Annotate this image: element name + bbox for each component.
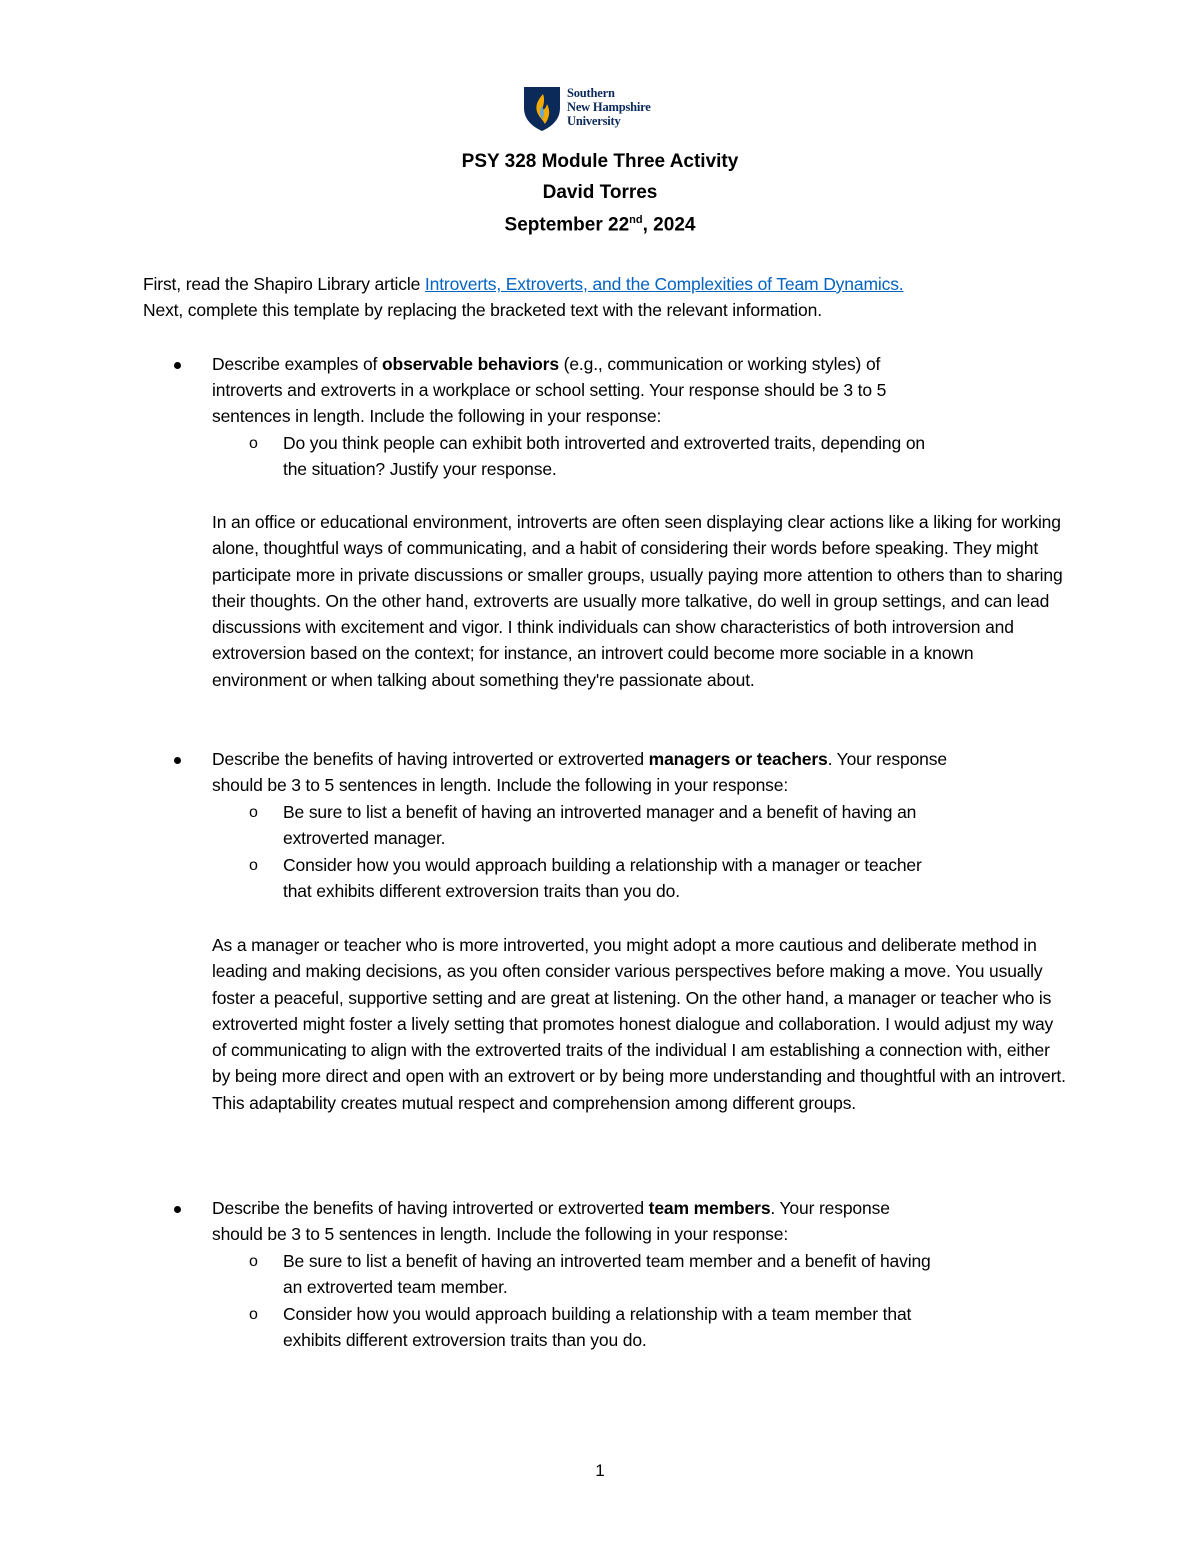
- author-name: David Torres: [542, 182, 658, 203]
- section1-sub1-line-2: the situation? Justify your response.: [283, 459, 557, 479]
- section2-answer: As a manager or teacher who is more introverted, you might adopt a more cautious and deliberate method in leading and making decisions, as you often consider various perspectives before making a move. You usually foster a peaceful, supportive setting and are great at listening. On the other hand, a manager or teacher who is extroverted might foster a lively setting that promotes honest dialogue and collaboration. I would adjust my way of communicating to align with the extroverted traits of the individual I am establishing a connection with, either by being more direct and open with an extrovert or by being more understanding and thoughtful with an introvert. This adaptability creates mutual respect and comprehension among different groups.: [212, 935, 1066, 1113]
- bullet-icon: [174, 1206, 181, 1213]
- document-date: September 22nd, 2024: [504, 214, 696, 236]
- section2-sub1-line-2: extroverted manager.: [283, 828, 446, 848]
- sub-bullet-icon: o: [249, 1306, 258, 1323]
- page-number: 1: [595, 1461, 605, 1480]
- article-link[interactable]: Introverts, Extroverts, and the Complexities of Team Dynamics.: [424, 274, 904, 294]
- section2-sub1-line-1: Be sure to list a benefit of having an introverted manager and a benefit of having an: [283, 802, 917, 822]
- bullet-icon: [174, 362, 181, 369]
- section1-sub1-line-1: Do you think people can exhibit both introverted and extroverted traits, depending on: [283, 433, 925, 453]
- intro-line-1: First, read the Shapiro Library article Introverts, Extroverts, and the Complexities of Team Dynamics.: [143, 274, 904, 294]
- bullet-icon: [174, 757, 181, 764]
- section3-sub2-line-1: Consider how you would approach building a relationship with a team member that: [283, 1304, 912, 1324]
- section3-sub1-line-1: Be sure to list a benefit of having an introverted team member and a benefit of having: [283, 1251, 931, 1271]
- section3-prompt-line-2: should be 3 to 5 sentences in length. Include the following in your response:: [212, 1224, 789, 1244]
- intro-line-2: Next, complete this template by replacing the bracketed text with the relevant information.: [143, 300, 822, 320]
- sub-bullet-icon: o: [249, 857, 258, 874]
- section1-prompt-line-2: introverts and extroverts in a workplace or school setting. Your response should be 3 to 5: [212, 380, 887, 400]
- sub-bullet-icon: o: [249, 804, 258, 821]
- section1-prompt-line-3: sentences in length. Include the following in your response:: [212, 406, 662, 426]
- section1-prompt-line-1: Describe examples of observable behaviors (e.g., communication or working styles) of: [212, 354, 881, 374]
- sub-bullet-icon: o: [249, 435, 258, 452]
- university-logo: [523, 86, 683, 132]
- section1-answer: In an office or educational environment, introverts are often seen displaying clear actions like a liking for working alone, thoughtful ways of communicating, and a habit of considering their words before speaking. They might participate more in private discussions or smaller groups, usually paying more attention to others than to sharing their thoughts. On the other hand, extroverts are usually more talkative, do well in group settings, and can lead discussions with excitement and vigor. I think individuals can show characteristics of both introversion and extroversion based on the context; for instance, an introvert could become more sociable in a known environment or when talking about something they're passionate about.: [212, 512, 1063, 690]
- section2-prompt-line-2: should be 3 to 5 sentences in length. Include the following in your response:: [212, 775, 789, 795]
- section2-prompt-line-1: Describe the benefits of having introverted or extroverted managers or teachers. Your response: [212, 749, 947, 769]
- section3-prompt-line-1: Describe the benefits of having introverted or extroverted team members. Your response: [212, 1198, 890, 1218]
- section3-sub1-line-2: an extroverted team member.: [283, 1277, 508, 1297]
- logo-wordmark: Southern New Hampshire University: [567, 86, 651, 128]
- section2-sub2-line-1: Consider how you would approach building a relationship with a manager or teacher: [283, 855, 922, 875]
- section3-sub2-line-2: exhibits different extroversion traits than you do.: [283, 1330, 647, 1350]
- section2-sub2-line-2: that exhibits different extroversion traits than you do.: [283, 881, 680, 901]
- document-title: PSY 328 Module Three Activity: [461, 151, 739, 172]
- shield-flame-icon: [523, 86, 561, 132]
- sub-bullet-icon: o: [249, 1253, 258, 1270]
